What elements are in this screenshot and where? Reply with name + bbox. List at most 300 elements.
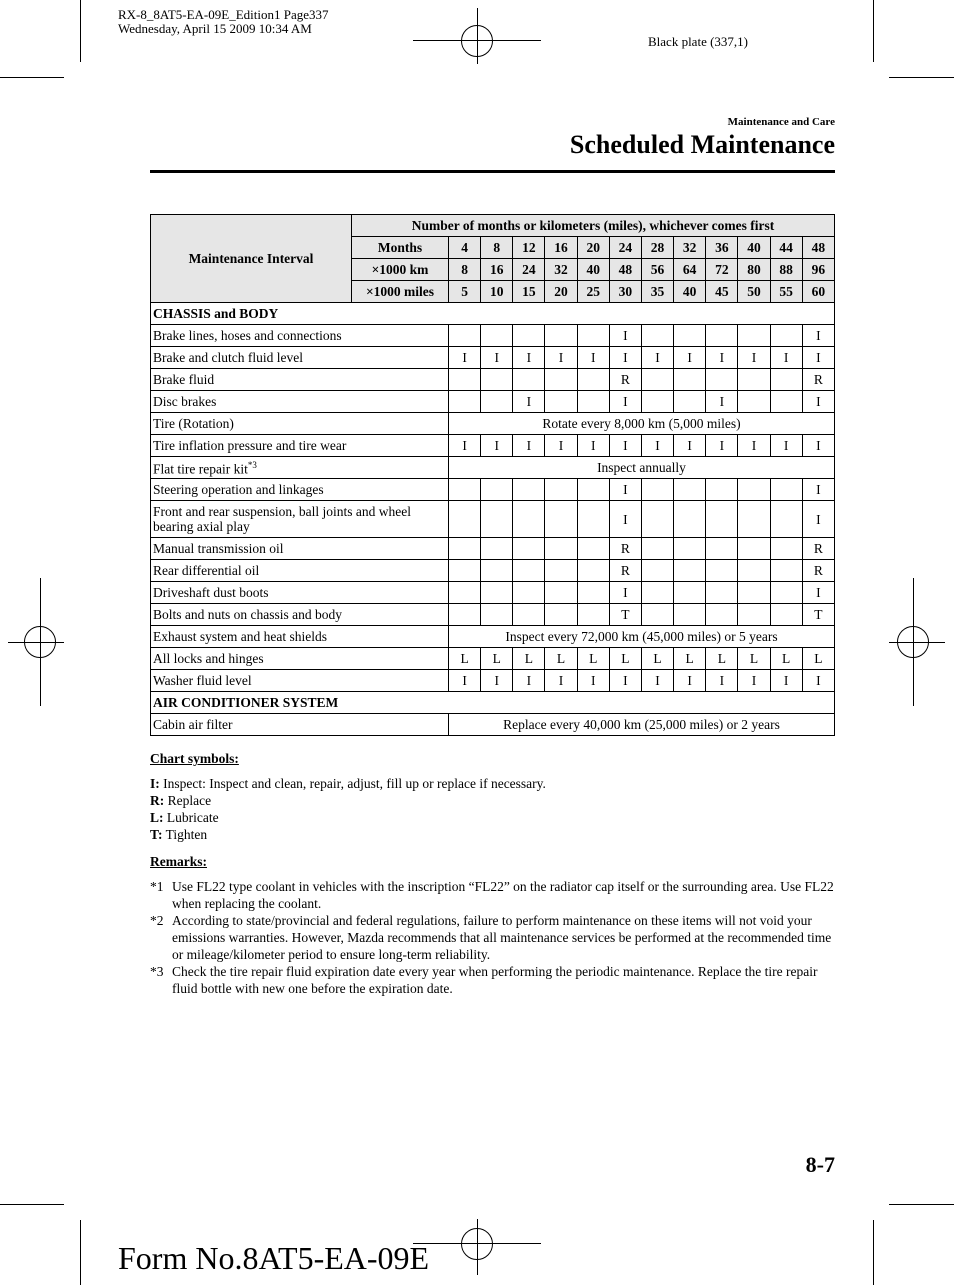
item-label	[151, 582, 449, 604]
schedule-cell	[513, 479, 545, 501]
header-value: 16	[545, 237, 577, 259]
schedule-cell	[449, 369, 481, 391]
symbol-key: L:	[150, 810, 164, 825]
schedule-cell: I	[609, 501, 641, 538]
symbol-key: T:	[150, 827, 163, 842]
header-value: 24	[513, 259, 545, 281]
table-row	[151, 501, 835, 538]
schedule-cell	[545, 582, 577, 604]
schedule-cell: I	[738, 435, 770, 457]
schedule-cell	[674, 604, 706, 626]
crop-mark	[80, 0, 81, 62]
table-row	[151, 369, 835, 391]
schedule-cell	[449, 325, 481, 347]
schedule-cell	[513, 369, 545, 391]
symbol-item	[150, 792, 835, 809]
symbol-text: Tighten	[162, 827, 208, 842]
header-value: 4	[449, 237, 481, 259]
schedule-cell: L	[609, 648, 641, 670]
interval-label: Maintenance Interval	[151, 215, 352, 303]
schedule-cell	[738, 582, 770, 604]
item-label-text: Tire inflation pressure and tire wear	[153, 438, 347, 453]
schedule-cell: I	[609, 391, 641, 413]
schedule-cell: R	[609, 369, 641, 391]
schedule-cell: I	[802, 347, 834, 369]
item-label-text: Driveshaft dust boots	[153, 585, 269, 600]
schedule-cell: L	[513, 648, 545, 670]
schedule-cell	[545, 604, 577, 626]
schedule-cell	[641, 501, 673, 538]
table-row	[151, 560, 835, 582]
schedule-cell	[577, 538, 609, 560]
table-row	[151, 325, 835, 347]
schedule-cell	[449, 391, 481, 413]
header-value: 40	[738, 237, 770, 259]
crop-mark	[0, 1204, 64, 1205]
item-label	[151, 347, 449, 369]
section-label: Maintenance and Care	[727, 116, 835, 128]
schedule-cell	[545, 501, 577, 538]
header-unit-label: ×1000 km	[352, 259, 449, 281]
schedule-cell: L	[449, 648, 481, 670]
schedule-cell	[674, 560, 706, 582]
header-value: 48	[609, 259, 641, 281]
schedule-cell: I	[770, 347, 802, 369]
schedule-cell	[577, 604, 609, 626]
schedule-cell: I	[770, 670, 802, 692]
item-label	[151, 648, 449, 670]
schedule-cell: I	[609, 479, 641, 501]
schedule-cell: I	[802, 325, 834, 347]
schedule-cell	[770, 391, 802, 413]
crop-mark	[873, 0, 874, 62]
section-title: AIR CONDITIONER SYSTEM	[151, 692, 835, 714]
header-value: 20	[545, 281, 577, 303]
footnote-ref: *3	[247, 460, 257, 471]
remark-text: According to state/provincial and federal regulations, failure to perform maintenance on these items will not void your emissions warranties. However, Mazda recommends that all maintenance services be performed at the recommended time or mileage/kilometer period to ensure long-term reliability.	[172, 913, 832, 962]
schedule-cell	[513, 582, 545, 604]
table-row	[151, 714, 835, 736]
remark-text: Use FL22 type coolant in vehicles with the inscription “FL22” on the radiator cap itself or the surrounding area. Use FL22 when replacing the coolant.	[172, 879, 834, 911]
schedule-cell	[449, 582, 481, 604]
item-label-text: Brake fluid	[153, 372, 215, 387]
schedule-cell: R	[802, 369, 834, 391]
schedule-cell	[577, 391, 609, 413]
header-value: 72	[706, 259, 738, 281]
notes-area	[150, 750, 835, 997]
item-label-text: Exhaust system and heat shields	[153, 629, 327, 644]
header-value: 8	[481, 237, 513, 259]
table-row	[151, 626, 835, 648]
item-label	[151, 501, 449, 538]
schedule-cell	[706, 479, 738, 501]
schedule-cell: R	[802, 538, 834, 560]
page-number: 8-7	[805, 1152, 835, 1177]
schedule-cell: I	[449, 347, 481, 369]
item-label-text: Flat tire repair kit	[153, 461, 248, 477]
item-label	[151, 457, 449, 479]
schedule-cell	[641, 560, 673, 582]
schedule-cell	[545, 560, 577, 582]
item-label	[151, 714, 449, 736]
item-label	[151, 479, 449, 501]
schedule-cell: I	[674, 347, 706, 369]
schedule-cell: I	[738, 347, 770, 369]
header-value: 60	[802, 281, 834, 303]
schedule-cell	[577, 560, 609, 582]
item-label	[151, 538, 449, 560]
crop-mark	[889, 77, 954, 78]
schedule-cell: L	[770, 648, 802, 670]
schedule-cell	[545, 325, 577, 347]
schedule-cell: L	[545, 648, 577, 670]
item-label-text: Tire (Rotation)	[153, 416, 234, 431]
schedule-cell: I	[609, 347, 641, 369]
header-value: 32	[545, 259, 577, 281]
schedule-cell: I	[609, 670, 641, 692]
remark-number: *3	[150, 964, 164, 979]
item-label-text: Washer fluid level	[153, 673, 252, 688]
schedule-cell: I	[513, 391, 545, 413]
remark-item	[150, 963, 835, 997]
schedule-cell: I	[481, 347, 513, 369]
header-value: 15	[513, 281, 545, 303]
item-label-text: Cabin air filter	[153, 717, 233, 732]
item-label	[151, 325, 449, 347]
schedule-cell	[770, 604, 802, 626]
plate-label: Black plate (337,1)	[648, 34, 748, 49]
schedule-cell	[513, 560, 545, 582]
schedule-cell: T	[609, 604, 641, 626]
crop-mark	[0, 77, 64, 78]
schedule-cell	[449, 538, 481, 560]
schedule-cell	[481, 391, 513, 413]
symbol-text: Lubricate	[163, 810, 219, 825]
schedule-cell: I	[802, 479, 834, 501]
schedule-cell: L	[481, 648, 513, 670]
header-value: 55	[770, 281, 802, 303]
header-value: 32	[674, 237, 706, 259]
section-row	[151, 692, 835, 714]
symbol-item	[150, 775, 835, 792]
item-label-text: Disc brakes	[153, 394, 217, 409]
schedule-cell: I	[674, 435, 706, 457]
title-rule	[150, 170, 835, 173]
schedule-cell: I	[802, 670, 834, 692]
table-header-row	[151, 215, 835, 237]
schedule-cell: I	[802, 435, 834, 457]
symbol-text: Inspect: Inspect and clean, repair, adjust, fill up or replace if necessary.	[159, 776, 546, 791]
item-note: Inspect every 72,000 km (45,000 miles) or 5 years	[449, 626, 835, 648]
schedule-cell: I	[481, 435, 513, 457]
schedule-cell: I	[738, 670, 770, 692]
item-label	[151, 391, 449, 413]
header-value: 36	[706, 237, 738, 259]
remarks-heading: Remarks:	[150, 854, 207, 869]
schedule-cell	[481, 479, 513, 501]
schedule-cell: I	[481, 670, 513, 692]
item-label-text: Steering operation and linkages	[153, 482, 324, 497]
schedule-cell	[706, 582, 738, 604]
item-label-text: Manual transmission oil	[153, 541, 284, 556]
schedule-cell	[449, 604, 481, 626]
schedule-cell	[641, 391, 673, 413]
schedule-cell: I	[706, 670, 738, 692]
header-unit-label: ×1000 miles	[352, 281, 449, 303]
header-value: 88	[770, 259, 802, 281]
schedule-cell	[641, 538, 673, 560]
section-title: CHASSIS and BODY	[151, 303, 835, 325]
schedule-cell: I	[706, 347, 738, 369]
schedule-cell	[770, 582, 802, 604]
schedule-cell	[481, 369, 513, 391]
schedule-cell	[513, 604, 545, 626]
header-value: 12	[513, 237, 545, 259]
schedule-cell: I	[577, 347, 609, 369]
schedule-cell	[577, 501, 609, 538]
item-label-text: Bolts and nuts on chassis and body	[153, 607, 342, 622]
header-value: 8	[449, 259, 481, 281]
print-info	[118, 8, 329, 36]
schedule-cell: L	[738, 648, 770, 670]
maintenance-table	[150, 214, 835, 736]
schedule-cell: R	[609, 538, 641, 560]
registration-mark	[477, 8, 478, 64]
schedule-cell: I	[609, 325, 641, 347]
header-value: 64	[674, 259, 706, 281]
schedule-cell: I	[770, 435, 802, 457]
header-value: 40	[674, 281, 706, 303]
schedule-cell: I	[513, 435, 545, 457]
item-label	[151, 413, 449, 435]
symbol-item	[150, 826, 835, 843]
symbol-text: Replace	[164, 793, 212, 808]
chart-symbols-heading: Chart symbols:	[150, 751, 239, 766]
schedule-cell	[674, 369, 706, 391]
schedule-cell	[738, 604, 770, 626]
schedule-cell	[738, 560, 770, 582]
header-value: 56	[641, 259, 673, 281]
crop-mark	[889, 1204, 954, 1205]
schedule-cell: L	[577, 648, 609, 670]
schedule-cell: I	[609, 582, 641, 604]
schedule-cell	[738, 538, 770, 560]
schedule-cell	[481, 560, 513, 582]
header-value: 40	[577, 259, 609, 281]
schedule-cell	[770, 369, 802, 391]
schedule-cell: I	[802, 582, 834, 604]
item-label-text: Brake and clutch fluid level	[153, 350, 303, 365]
table-row	[151, 391, 835, 413]
header-value: 96	[802, 259, 834, 281]
item-label	[151, 670, 449, 692]
schedule-cell	[481, 582, 513, 604]
header-value: 16	[481, 259, 513, 281]
symbol-key: I:	[150, 776, 160, 791]
schedule-cell	[641, 582, 673, 604]
schedule-cell	[738, 391, 770, 413]
schedule-cell	[577, 582, 609, 604]
schedule-cell: I	[641, 670, 673, 692]
schedule-cell: I	[513, 347, 545, 369]
schedule-cell: I	[641, 435, 673, 457]
remark-number: *2	[150, 913, 164, 928]
schedule-cell: I	[802, 501, 834, 538]
schedule-cell: I	[545, 670, 577, 692]
schedule-cell: I	[545, 435, 577, 457]
header-value: 20	[577, 237, 609, 259]
schedule-cell: I	[513, 670, 545, 692]
symbol-key: R:	[150, 793, 165, 808]
schedule-cell: T	[802, 604, 834, 626]
header-value: 45	[706, 281, 738, 303]
schedule-cell	[481, 325, 513, 347]
schedule-cell: I	[706, 435, 738, 457]
schedule-cell	[641, 604, 673, 626]
schedule-cell	[481, 538, 513, 560]
schedule-cell	[770, 325, 802, 347]
schedule-cell	[674, 582, 706, 604]
print-info-line1: RX-8_8AT5-EA-09E_Edition1 Page337	[118, 7, 329, 22]
schedule-cell: L	[674, 648, 706, 670]
table-row	[151, 413, 835, 435]
schedule-cell	[577, 369, 609, 391]
header-value: 80	[738, 259, 770, 281]
schedule-cell	[481, 604, 513, 626]
schedule-cell	[481, 501, 513, 538]
schedule-cell: I	[641, 347, 673, 369]
schedule-cell	[770, 538, 802, 560]
schedule-cell	[545, 369, 577, 391]
schedule-cell	[738, 501, 770, 538]
item-label	[151, 369, 449, 391]
schedule-cell: I	[449, 670, 481, 692]
schedule-cell	[577, 325, 609, 347]
schedule-cell	[674, 391, 706, 413]
table-row	[151, 457, 835, 479]
item-label	[151, 435, 449, 457]
item-note: Inspect annually	[449, 457, 835, 479]
table-row	[151, 347, 835, 369]
schedule-cell	[706, 325, 738, 347]
remark-item	[150, 878, 835, 912]
table-row	[151, 648, 835, 670]
schedule-cell: I	[706, 391, 738, 413]
header-value: 5	[449, 281, 481, 303]
schedule-cell	[770, 501, 802, 538]
schedule-cell: I	[577, 670, 609, 692]
schedule-cell	[545, 391, 577, 413]
schedule-cell: R	[609, 560, 641, 582]
table-row	[151, 479, 835, 501]
schedule-cell: I	[449, 435, 481, 457]
table-row	[151, 538, 835, 560]
registration-mark	[477, 1219, 478, 1275]
schedule-cell: I	[674, 670, 706, 692]
schedule-cell	[738, 369, 770, 391]
header-value: 44	[770, 237, 802, 259]
registration-mark	[889, 642, 945, 643]
table-row	[151, 670, 835, 692]
header-unit-label: Months	[352, 237, 449, 259]
item-note: Replace every 40,000 km (25,000 miles) or 2 years	[449, 714, 835, 736]
schedule-cell	[513, 538, 545, 560]
schedule-cell: L	[641, 648, 673, 670]
schedule-cell	[641, 369, 673, 391]
remark-number: *1	[150, 879, 164, 894]
schedule-cell	[513, 501, 545, 538]
schedule-cell	[770, 560, 802, 582]
schedule-cell	[674, 538, 706, 560]
schedule-cell: L	[802, 648, 834, 670]
page-title: Scheduled Maintenance	[569, 130, 835, 159]
remark-item	[150, 912, 835, 963]
schedule-cell	[577, 479, 609, 501]
chart-symbols-list	[150, 775, 835, 843]
header-value: 48	[802, 237, 834, 259]
schedule-cell	[641, 479, 673, 501]
item-label-text: Front and rear suspension, ball joints and wheel bearing axial play	[153, 504, 411, 534]
header-value: 10	[481, 281, 513, 303]
schedule-cell: I	[802, 391, 834, 413]
schedule-cell	[738, 479, 770, 501]
schedule-cell	[738, 325, 770, 347]
header-value: 50	[738, 281, 770, 303]
item-label-text: Brake lines, hoses and connections	[153, 328, 342, 343]
remark-text: Check the tire repair fluid expiration date every year when performing the periodic maintenance. Replace the tire repair fluid bottle with new one before the expiration date.	[172, 964, 818, 996]
crop-mark	[873, 1220, 874, 1285]
span-header: Number of months or kilometers (miles), whichever comes first	[352, 215, 835, 237]
item-label-text: All locks and hinges	[153, 651, 264, 666]
schedule-cell	[641, 325, 673, 347]
schedule-cell	[770, 479, 802, 501]
item-label-text: Rear differential oil	[153, 563, 260, 578]
registration-mark	[8, 642, 64, 643]
table-row	[151, 435, 835, 457]
header-value: 35	[641, 281, 673, 303]
schedule-cell: L	[706, 648, 738, 670]
schedule-cell	[449, 479, 481, 501]
header-value: 24	[609, 237, 641, 259]
schedule-cell	[674, 501, 706, 538]
schedule-cell	[674, 325, 706, 347]
schedule-cell	[674, 479, 706, 501]
schedule-cell	[706, 501, 738, 538]
item-note: Rotate every 8,000 km (5,000 miles)	[449, 413, 835, 435]
remarks-list	[150, 878, 835, 997]
item-label	[151, 560, 449, 582]
schedule-cell: I	[545, 347, 577, 369]
schedule-cell	[449, 501, 481, 538]
schedule-cell: I	[577, 435, 609, 457]
crop-mark	[80, 1220, 81, 1285]
schedule-cell	[706, 560, 738, 582]
header-value: 28	[641, 237, 673, 259]
item-label	[151, 604, 449, 626]
schedule-cell	[545, 538, 577, 560]
schedule-cell	[449, 560, 481, 582]
schedule-cell	[706, 369, 738, 391]
schedule-cell: I	[609, 435, 641, 457]
schedule-cell: R	[802, 560, 834, 582]
section-row	[151, 303, 835, 325]
schedule-cell	[545, 479, 577, 501]
form-number: Form No.8AT5-EA-09E	[118, 1240, 430, 1276]
schedule-cell	[706, 538, 738, 560]
table-row	[151, 582, 835, 604]
table-row	[151, 604, 835, 626]
item-label	[151, 626, 449, 648]
